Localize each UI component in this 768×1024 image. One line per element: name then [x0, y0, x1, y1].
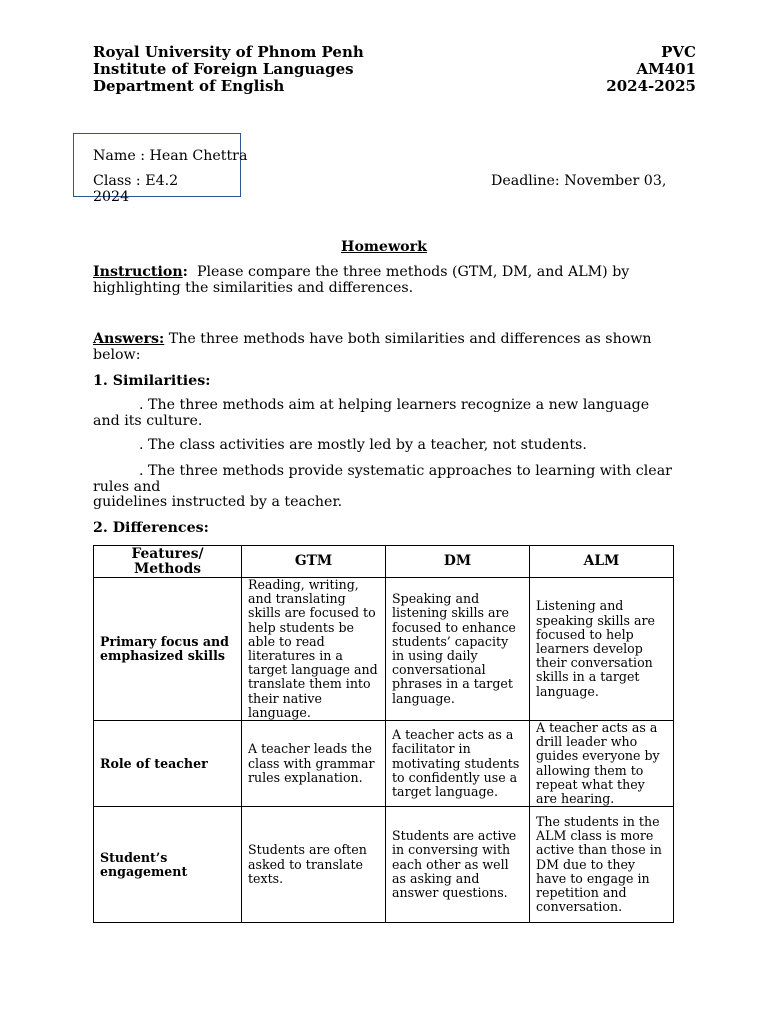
comparison-table — [93, 545, 674, 923]
column-header-alm: ALM — [530, 546, 674, 578]
academic-year: 2024-2025 — [606, 77, 696, 95]
dm-cell: Students are active in conversing with each other as well as asking and answer questions. — [386, 807, 530, 923]
similarity-item — [93, 398, 678, 429]
gtm-cell: Reading, writing, and translating skills are focused to help students be able to read literatures in a target language and translate them into their native language. — [242, 578, 386, 721]
answers-line-2: below: — [93, 346, 141, 363]
course-block — [606, 44, 696, 95]
similarity-3-line-2: rules and — [93, 478, 161, 495]
course-code: AM401 — [636, 60, 696, 78]
alm-cell: The students in the ALM class is more active than those in DM due to they have to engage in repetition and conversation. — [530, 807, 674, 923]
dm-cell: A teacher acts as a facilitator in motivating students to confidently use a target language. — [386, 721, 530, 807]
similarity-3-line-1: . The three methods provide systematic approaches to learning with clear — [139, 463, 672, 479]
column-header-gtm: GTM — [242, 546, 386, 578]
feature-cell: Primary focus and emphasized skills — [94, 578, 242, 721]
department-name: Department of English — [93, 77, 285, 95]
instruction-line-2: highlighting the similarities and differences. — [93, 279, 414, 296]
differences-heading: 2. Differences: — [93, 520, 209, 536]
table-row — [94, 578, 674, 721]
similarity-1-line-2: and its culture. — [93, 412, 203, 429]
feature-cell: Student’s engagement — [94, 807, 242, 923]
instruction-line-1: Please compare the three methods (GTM, DM, and ALM) by — [196, 264, 630, 280]
similarity-item — [93, 464, 693, 511]
deadline-year: 2024 — [93, 189, 130, 205]
lecturer-code: PVC — [661, 43, 696, 61]
student-name: Name : Hean Chettra — [93, 148, 248, 164]
table-row — [94, 807, 674, 923]
dm-cell: Speaking and listening skills are focused to enhance students’ capacity in using daily conversational phrases in a target language. — [386, 578, 530, 721]
alm-cell: A teacher acts as a drill leader who guides everyone by allowing them to repeat what they are hearing. — [530, 721, 674, 807]
table-header-row — [94, 546, 674, 578]
similarity-2-line-1: . The class activities are mostly led by a teacher, not students. — [139, 437, 587, 453]
similarity-1-line-1: . The three methods aim at helping learners recognize a new language — [139, 397, 650, 413]
institute-name: Institute of Foreign Languages — [93, 60, 354, 78]
alm-cell: Listening and speaking skills are focused to help learners develop their conversation skills in a target language. — [530, 578, 674, 721]
instruction-colon: : — [182, 264, 188, 280]
similarity-item — [93, 438, 678, 454]
instruction-paragraph — [93, 265, 678, 296]
similarities-heading: 1. Similarities: — [93, 373, 211, 389]
student-class: Class : E4.2 — [93, 173, 179, 189]
similarity-3-line-3: guidelines instructed by a teacher. — [93, 494, 343, 510]
answers-paragraph — [93, 332, 678, 363]
table-row — [94, 721, 674, 807]
deadline: Deadline: November 03, — [491, 173, 667, 189]
university-name: Royal University of Phnom Penh — [93, 43, 364, 61]
instruction-label: Instruction — [93, 264, 183, 280]
institution-block — [93, 44, 364, 95]
feature-cell: Role of teacher — [94, 721, 242, 807]
gtm-cell: A teacher leads the class with grammar rules explanation. — [242, 721, 386, 807]
column-header-dm: DM — [386, 546, 530, 578]
answers-line-1: The three methods have both similarities and differences as shown — [164, 331, 652, 347]
gtm-cell: Students are often asked to translate texts. — [242, 807, 386, 923]
answers-label: Answers: — [93, 331, 165, 347]
column-header-features: Features/ Methods — [94, 546, 242, 578]
page-title: Homework — [341, 239, 427, 255]
